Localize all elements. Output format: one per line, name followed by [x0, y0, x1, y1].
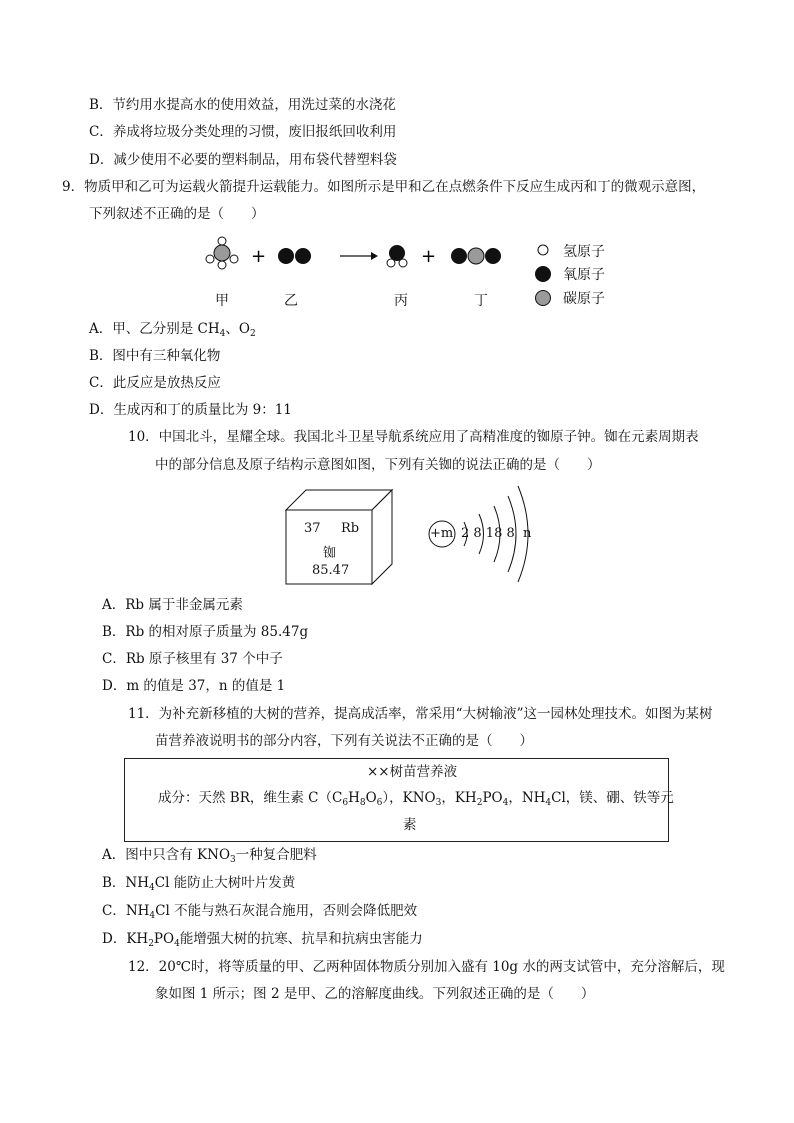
legend-carbon-icon [534, 289, 552, 307]
q10-option-c: C．Rb 原子核里有 37 个中子 [102, 651, 283, 667]
q11-option-d: D．$KH_2PO_4$能增强大树的抗寒、抗旱和抗病虫害能力 [102, 931, 423, 949]
q11-stem-line1: 11．为补充新移植的大树的营养，提高成活率，常采用“大树输液”这一园林处理技术。如图为某树 [128, 706, 713, 722]
q12-stem-line1: 12．20℃时，将等质量的甲、乙两种固体物质分别加入盛有 10g 水的两支试管中，充分溶解后，现 [128, 959, 725, 975]
q8-option-b: B．节约用水提高水的使用效益，用洗过菜的水浇花 [89, 97, 396, 113]
legend-oxygen-icon [534, 265, 552, 283]
element-symbol: Rb [341, 521, 360, 536]
legend-carbon-label: 碳原子 [563, 291, 605, 307]
q9-stem-line2: 下列叙述不正确的是（ ） [89, 206, 265, 222]
q11-stem-line2: 苗营养液说明书的部分内容，下列有关说法不正确的是（ ） [155, 733, 533, 749]
nutrient-ingredients-line1: 成分：天然 BR，维生素 $C(C_6H_8O_6)$，$KNO_3$，$KH_2PO_4$，$NH_4Cl$，镁、硼、铁等元 [158, 790, 674, 808]
atom-shell-electrons: 2 8 18 8 n [461, 526, 532, 541]
plus-sign-2: + [421, 246, 437, 267]
methane-molecule-icon [206, 237, 238, 269]
q10-option-d: D．m 的值是 37，n 的值是 1 [102, 678, 286, 694]
q9-option-a: A．甲、乙分别是 $CH_4$、$O_2$ [89, 321, 256, 339]
q10-option-a: A．Rb 属于非金属元素 [102, 597, 243, 613]
label-ding: 丁 [474, 293, 488, 309]
nutrient-label-title: ××树苗营养液 [367, 764, 458, 780]
q10-option-b: B．Rb 的相对原子质量为 85.47g [102, 624, 309, 640]
q11-option-c: C．$NH_4Cl$ 不能与熟石灰混合施用，否则会降低肥效 [102, 903, 418, 921]
q11-option-b: B．$NH_4Cl$ 能防止大树叶片发黄 [102, 875, 296, 893]
reaction-diagram [195, 232, 615, 282]
q8-option-d: D．减少使用不必要的塑料制品，用布袋代替塑料袋 [89, 152, 397, 168]
atom-nucleus-label: +m [430, 526, 454, 541]
nutrient-ingredients-line2: 素 [403, 817, 417, 833]
carbon-dioxide-molecule-icon [451, 248, 501, 264]
q9-option-d: D．生成丙和丁的质量比为 9：11 [89, 402, 292, 418]
q9-option-b: B．图中有三种氧化物 [89, 348, 221, 364]
water-molecule-icon [387, 245, 407, 267]
legend-hydrogen-icon [536, 243, 550, 257]
element-atomic-mass: 85.47 [312, 563, 350, 578]
legend-hydrogen-label: 氢原子 [563, 244, 605, 260]
element-name: 铷 [323, 546, 337, 561]
q10-stem-line2: 中的部分信息及原子结构示意图如图，下列有关铷的说法正确的是（ ） [155, 457, 601, 473]
label-jia: 甲 [215, 293, 229, 309]
label-yi: 乙 [284, 293, 298, 309]
plus-sign: + [251, 246, 267, 267]
q9-option-c: C．此反应是放热反应 [89, 375, 221, 391]
label-bing: 丙 [394, 293, 408, 309]
reaction-arrow-icon [340, 252, 378, 260]
q12-stem-line2: 象如图 1 所示；图 2 是甲、乙的溶解度曲线。下列叙述正确的是（ ） [155, 986, 595, 1002]
oxygen-molecule-icon [278, 248, 311, 264]
element-atomic-number: 37 [304, 521, 321, 536]
q8-option-c: C．养成将垃圾分类处理的习惯，废旧报纸回收利用 [89, 124, 397, 140]
q10-stem-line1: 10．中国北斗，星耀全球。我国北斗卫星导航系统应用了高精准度的铷原子钟。铷在元素周期表 [128, 429, 699, 445]
legend-oxygen-label: 氧原子 [563, 267, 605, 283]
q11-option-a: A．图中只含有 $KNO_3$一种复合肥料 [102, 847, 317, 865]
q9-stem-line1: 9．物质甲和乙可为运载火箭提升运载能力。如图所示是甲和乙在点燃条件下反应生成丙和丁的微观示意图， [62, 179, 706, 195]
